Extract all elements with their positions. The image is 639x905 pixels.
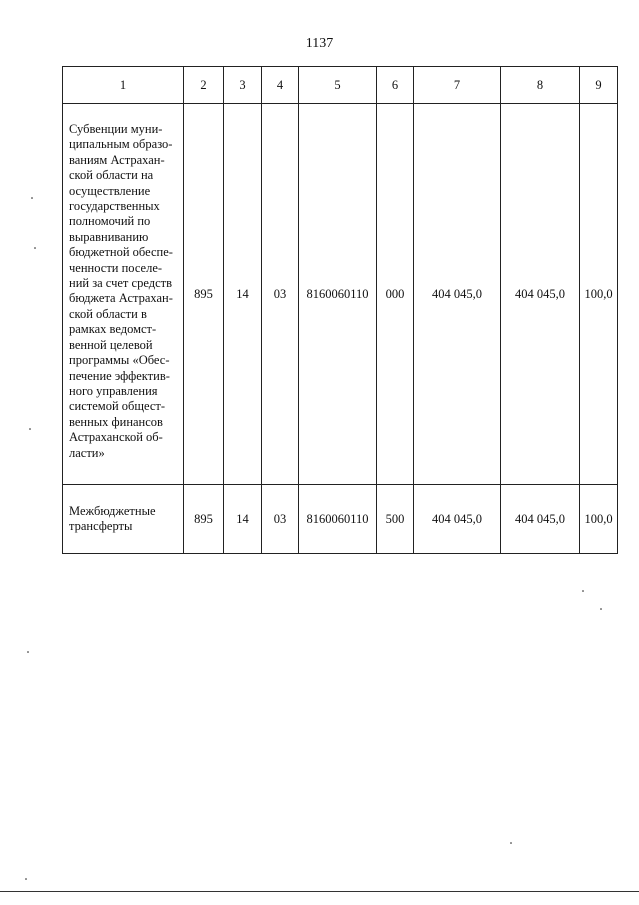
name-line: ской области на — [69, 168, 154, 183]
scan-speck — [31, 197, 33, 199]
name-line: венных финансов — [69, 414, 163, 429]
header-cell-7: 7 — [414, 67, 501, 104]
section-cell: 14 — [224, 485, 262, 554]
row-name-cell — [63, 485, 184, 554]
scan-speck — [600, 608, 602, 610]
name-line: выравниванию — [69, 229, 149, 244]
scan-speck — [25, 878, 27, 880]
name-line: венной целевой — [69, 337, 153, 352]
budget-table — [62, 66, 618, 554]
table-row — [63, 485, 618, 554]
name-line: ской области в — [69, 306, 147, 321]
name-line: ваниям Астрахан- — [69, 152, 165, 167]
section-cell: 14 — [224, 104, 262, 485]
name-line: полномочий по — [69, 214, 151, 229]
expense-type-cell: 000 — [377, 104, 414, 485]
name-line: ченности поселе- — [69, 260, 163, 275]
header-cell-8: 8 — [501, 67, 580, 104]
bottom-rule — [0, 891, 639, 892]
name-line: рамках ведомст- — [69, 322, 157, 337]
subsection-cell: 03 — [262, 104, 299, 485]
header-cell-3: 3 — [224, 67, 262, 104]
name-line: системой общест- — [69, 399, 166, 414]
header-cell-2: 2 — [184, 67, 224, 104]
row-name-cell — [63, 104, 184, 485]
name-line: государственных — [69, 199, 160, 214]
name-line: Астраханской об- — [69, 430, 163, 445]
name-line: Субвенции муни- — [69, 122, 163, 136]
table-row — [63, 104, 618, 485]
subsection-cell: 03 — [262, 485, 299, 554]
name-line: ципальным образо- — [69, 137, 173, 152]
header-cell-6: 6 — [377, 67, 414, 104]
name-line: бюджетной обеспе- — [69, 245, 173, 260]
amount-cell: 404 045,0 — [414, 104, 501, 485]
target-article-cell: 8160060110 — [299, 104, 377, 485]
amount-cell: 404 045,0 — [414, 485, 501, 554]
scan-speck — [34, 247, 36, 249]
name-line: Межбюджетные — [69, 503, 156, 518]
name-line: осуществление — [69, 183, 151, 198]
scan-speck — [27, 651, 29, 653]
name-line: бюджета Астрахан- — [69, 291, 173, 306]
amount-cell: 404 045,0 — [501, 104, 580, 485]
admin-code-cell: 895 — [184, 104, 224, 485]
table-header-row — [63, 67, 618, 104]
target-article-cell: 8160060110 — [299, 485, 377, 554]
header-cell-5: 5 — [299, 67, 377, 104]
admin-code-cell: 895 — [184, 485, 224, 554]
name-line: ного управления — [69, 383, 158, 398]
percent-cell: 100,0 — [580, 104, 618, 485]
name-line: трансферты — [69, 519, 133, 533]
expense-type-cell: 500 — [377, 485, 414, 554]
header-cell-1: 1 — [63, 67, 184, 104]
header-cell-9: 9 — [580, 67, 618, 104]
amount-cell: 404 045,0 — [501, 485, 580, 554]
scan-speck — [582, 590, 584, 592]
page-number: 1137 — [305, 36, 334, 51]
name-line: ний за счет средств — [69, 276, 172, 291]
percent-cell: 100,0 — [580, 485, 618, 554]
scan-speck — [29, 428, 31, 430]
scan-speck — [510, 842, 512, 844]
name-line: печение эффектив- — [69, 368, 170, 383]
name-line: программы «Обес- — [69, 353, 170, 368]
header-cell-4: 4 — [262, 67, 299, 104]
name-line: ласти» — [69, 445, 105, 460]
